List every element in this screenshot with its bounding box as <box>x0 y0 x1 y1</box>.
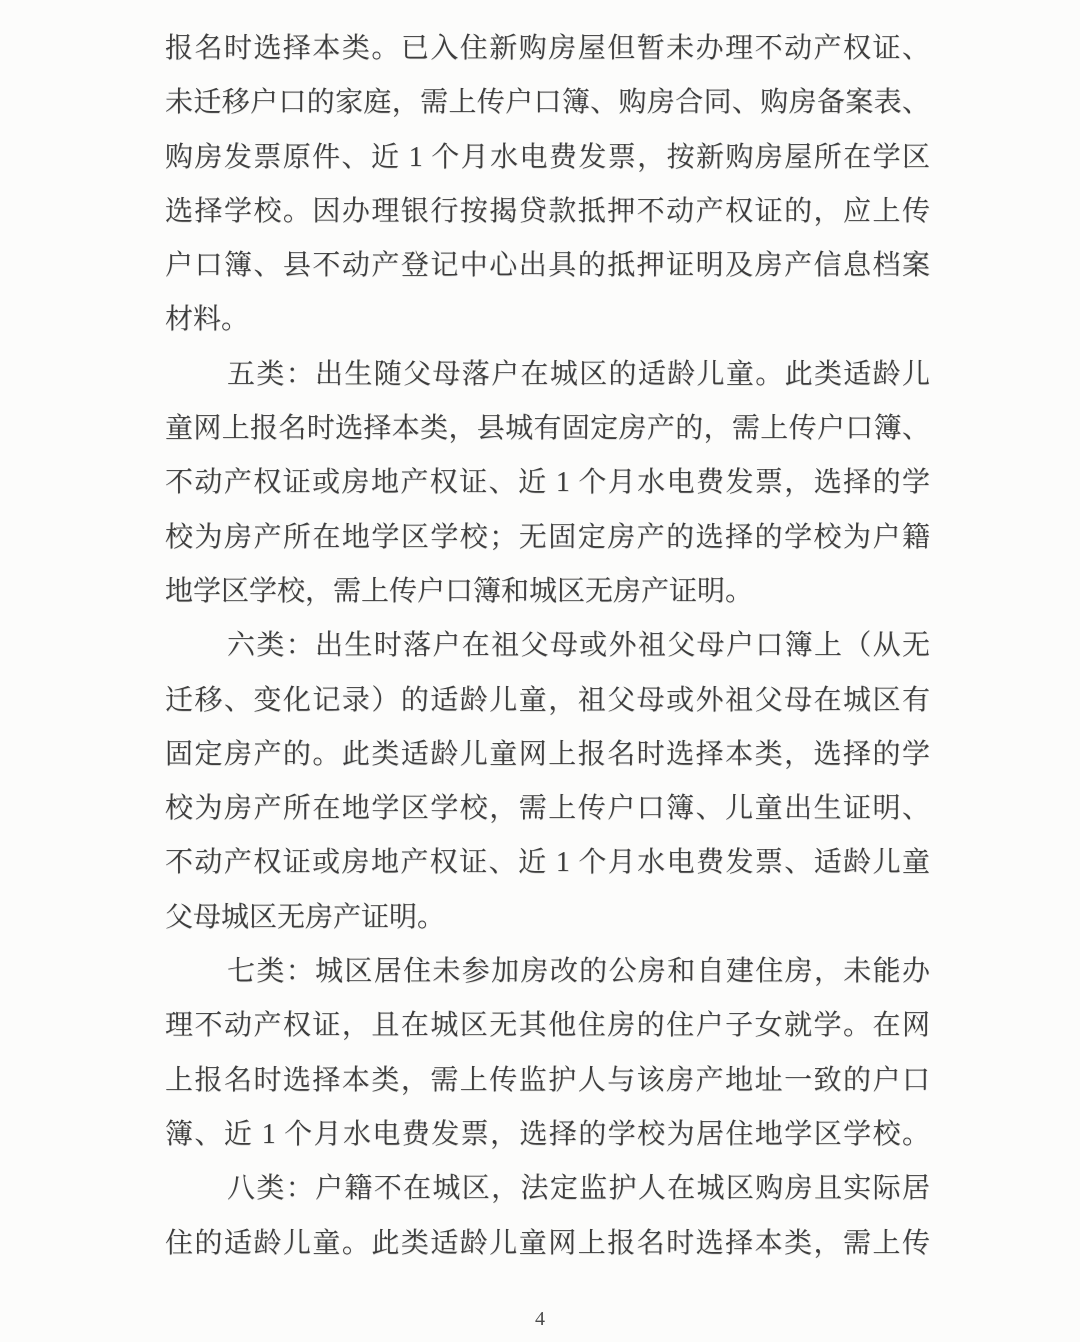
text-line: 材料。 <box>165 304 250 336</box>
text-line: 上报名时选择本类，需上传监护人与该房产地址一致的户口 <box>165 1064 930 1096</box>
text-line-category-8: 八类：户籍不在城区，法定监护人在城区购房且实际居 <box>227 1173 930 1205</box>
text-line: 固定房产的。此类适龄儿童网上报名时选择本类，选择的学 <box>165 738 930 770</box>
text-line-category-6: 六类：出生时落户在祖父母或外祖父母户口簿上（从无 <box>227 630 930 662</box>
text-line: 童网上报名时选择本类，县城有固定房产的，需上传户口簿、 <box>165 413 930 445</box>
text-line: 不动产权证或房地产权证、近 1 个月水电费发票、适龄儿童 <box>165 847 930 879</box>
text-line: 不动产权证或房地产权证、近 1 个月水电费发票，选择的学 <box>165 467 930 499</box>
text-line: 报名时选择本类。已入住新购房屋但暂未办理不动产权证、 <box>165 33 930 64</box>
text-line: 校为房产所在地学区学校，需上传户口簿、儿童出生证明、 <box>165 793 930 825</box>
document-body <box>165 22 930 1271</box>
text-line: 父母城区无房产证明。 <box>165 901 446 933</box>
text-line: 簿、近 1 个月水电费发票，选择的学校为居住地学区学校。 <box>165 1118 930 1150</box>
text-line-category-5: 五类：出生随父母落户在城区的适龄儿童。此类适龄儿 <box>227 358 930 390</box>
text-line: 未迁移户口的家庭，需上传户口簿、购房合同、购房备案表、 <box>165 87 930 119</box>
text-line-category-7: 七类：城区居住未参加房改的公房和自建住房，未能办 <box>227 956 930 988</box>
page-number: 4 <box>535 1308 545 1330</box>
text-line: 住的适龄儿童。此类适龄儿童网上报名时选择本类，需上传 <box>165 1227 930 1259</box>
text-line: 理不动产权证，且在城区无其他住房的住户子女就学。在网 <box>165 1010 930 1042</box>
text-line: 地学区学校，需上传户口簿和城区无房产证明。 <box>165 575 754 607</box>
text-line: 户口簿、县不动产登记中心出具的抵押证明及房产信息档案 <box>165 250 930 282</box>
text-line: 选择学校。因办理银行按揭贷款抵押不动产权证的，应上传 <box>165 195 930 227</box>
text-line: 校为房产所在地学区学校；无固定房产的选择的学校为户籍 <box>165 521 930 553</box>
text-line: 迁移、变化记录）的适龄儿童，祖父母或外祖父母在城区有 <box>165 684 930 716</box>
text-line: 购房发票原件、近 1 个月水电费发票，按新购房屋所在学区 <box>165 141 930 173</box>
